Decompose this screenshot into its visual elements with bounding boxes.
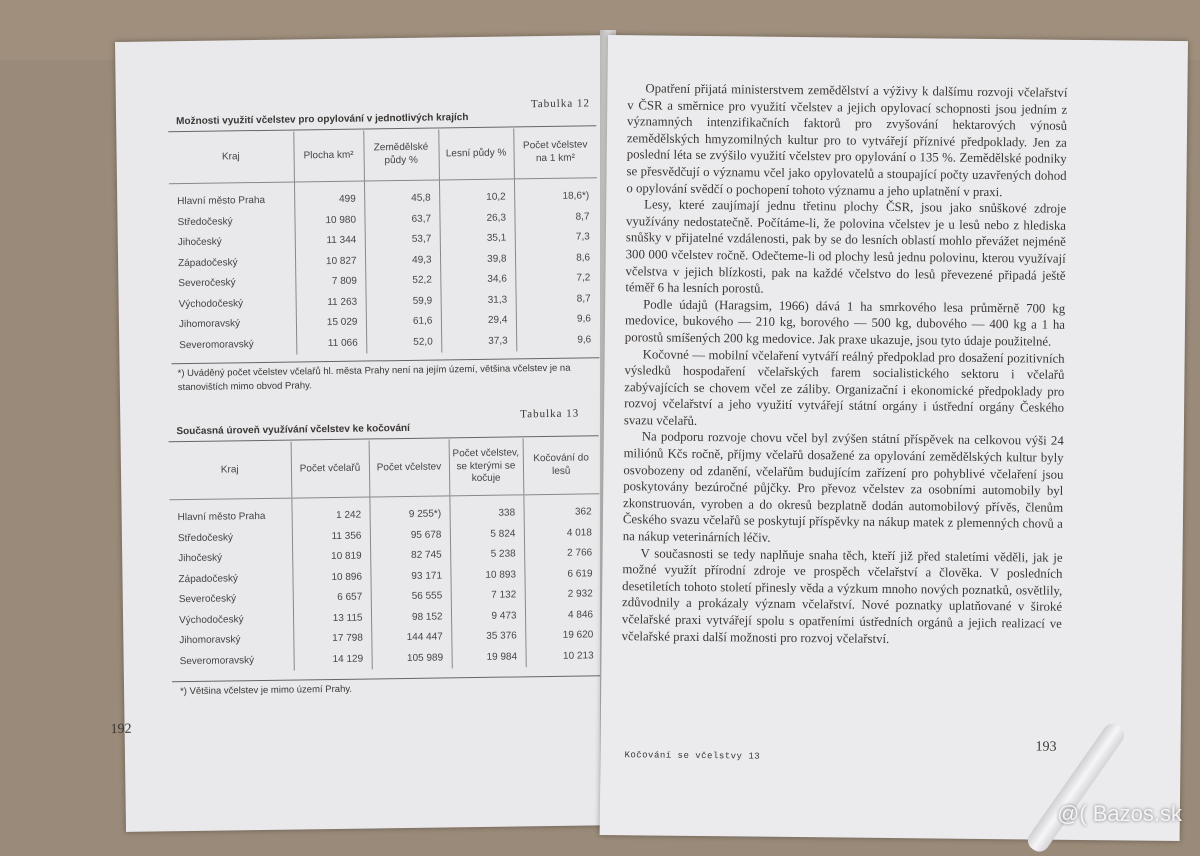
table-cell: 8,6: [515, 247, 598, 269]
table-cell: 15 029: [296, 312, 366, 333]
table-cell: 98 152: [371, 606, 451, 628]
table-cell: 499: [294, 181, 364, 211]
table12: [168, 127, 599, 355]
left-page: [110, 35, 626, 832]
table-cell: 17 798: [293, 628, 371, 650]
table-cell: 10 980: [294, 210, 364, 231]
table-cell: Západočeský: [178, 257, 238, 269]
table-cell: 144 447: [371, 627, 451, 649]
table-cell: 14 129: [294, 648, 372, 670]
paragraph: Opatření přijatá ministerstvem zemědělství a výživy k dalšímu rozvoji včelařství v ČSR a směrnice pro využití včelstev a jejich opylovací schopnosti jsou jedním z významných intenzifikačních faktorů pro zvyšování hektarových výnosů zemědělských hmyzomilných kultur pro to vytvářejí příznivé předpoklady. Jen za poslední léta se zvýšilo využití včelstev pro opylování o 135 %. Zemědělské podniky se přesvědčují o významu včel jako opylovatelů a stoupající počty uzavřených dohod o opylování svědčí o pochopení tohoto významu a jeho uplatnění v praxi.: [626, 81, 1068, 199]
table-cell: Severočeský: [178, 593, 237, 606]
table-cell: 2 766: [524, 543, 600, 565]
table-cell: 26,3: [439, 207, 514, 229]
table13-title: Současná úroveň využívání včelstev ke kočování: [176, 422, 410, 438]
table-cell: 56 555: [371, 586, 451, 608]
table-cell: 95 678: [370, 524, 450, 546]
table-cell: 63,7: [364, 208, 439, 230]
table-cell: 8,7: [514, 206, 597, 228]
paragraph: Kočovné — mobilní včelaření vytváří reálný předpoklad pro dosažení pozitivních výsledků hospodaření včelařských farem socialistického sektoru i včelařů zabývajících se chovem včel ze záliby. Organizační i ekonomické předpoklady pro rozvoj včelařství a jeho využití vytvářejí státní orgány i ústřední orgány Českého svazu včelařů.: [623, 346, 1065, 428]
table-cell: 1 242: [291, 496, 369, 526]
table-cell: 10,2: [439, 178, 514, 208]
table12-caption: Tabulka 12: [530, 97, 591, 111]
table13-header-kraj: Kraj: [169, 442, 292, 500]
table13: [169, 437, 602, 671]
table-cell: Severomoravský: [179, 654, 255, 667]
table12-footnote: *) Uváděný počet včelstev včelařů hl. města Prahy není na jejím území, většina včelstev je na stanovištích mimo obvod Prahy.: [177, 362, 571, 394]
watermark: @( Bazos.sk: [1056, 801, 1182, 826]
table-cell: Jihočeský: [178, 552, 223, 565]
table-cell: 10 827: [295, 251, 365, 272]
table13-footnote: *) Většina včelstev je mimo území Prahy.: [180, 683, 353, 698]
table12-header-plocha: Plocha km²: [293, 131, 364, 182]
table-cell: 362: [523, 493, 599, 523]
table-cell: 10 213: [525, 645, 601, 667]
table-cell: 11 344: [295, 230, 365, 251]
table-cell: 9,6: [516, 309, 599, 331]
table-cell: 10 896: [292, 566, 370, 588]
table13-header-vcelaru: Počet včelařů: [291, 440, 370, 497]
table-cell: Jihomoravský: [179, 634, 241, 647]
table-cell: 35,1: [440, 228, 515, 250]
table12-header-pocet: Počet včelstev na 1 km²: [513, 127, 597, 178]
table-cell: Středočeský: [177, 216, 233, 228]
table-cell: 19 984: [451, 646, 525, 668]
table-cell: 9 473: [451, 605, 525, 627]
table-cell: 5 238: [450, 544, 524, 566]
table-cell: Hlavní město Praha: [177, 195, 266, 208]
table-cell: 18,6*): [514, 177, 597, 207]
table-cell: 8,7: [515, 288, 598, 310]
table-cell: 82 745: [370, 545, 450, 567]
paragraph: V současnosti se tedy naplňuje snaha těch, kteří již před staletími věděli, jak je možné využít přírodní zdroje ve prospěch včelařství a člověka. V posledních desetiletích tohoto století přinesly věda a výzkum mnoho nových poznatků, osvětlily, zdůvodnily a prokázaly význam včelařství. Nové poznatky uplatňované v široké včelařské praxi vytvářejí spolu s opatřeními ústředních orgánů a jejich realizací ve včelařské praxi další možnosti pro rozvoj včelařství.: [621, 545, 1063, 646]
table-cell: Západočeský: [178, 573, 239, 585]
table12-header-kraj: Kraj: [168, 132, 294, 184]
table12-title: Možnosti využití včelstev pro opylování v jednotlivých krajích: [176, 112, 469, 128]
left-page-number: 192: [110, 721, 132, 738]
right-page: [600, 35, 1188, 841]
table-cell: 29,4: [441, 310, 516, 332]
table-cell: 338: [449, 494, 523, 524]
table-cell: 9 255*): [369, 495, 449, 525]
table12-header-zemedelske: Zemědělské půdy %: [363, 129, 439, 180]
table13-header-lesy: Kočování do lesů: [523, 437, 600, 494]
table-cell: 52,2: [365, 270, 440, 292]
right-page-text: [622, 80, 1068, 649]
table-cell: 53,7: [365, 229, 440, 251]
table-cell: Středočeský: [177, 532, 234, 544]
table-cell: 45,8: [364, 179, 439, 209]
table-cell: 39,8: [440, 248, 515, 270]
paragraph: Podle údajů (Haragsim, 1966) dává 1 ha smrkového lesa průměrně 700 kg medovice, bukového — 210 kg, borového — 500 kg, dubového — 400 kg a 1 ha porostů smíšených 200 kg medovice. Jak praxe ukazuje, jsou tyto údaje použitelné.: [624, 297, 1066, 349]
table-cell: Severomoravský: [179, 338, 254, 351]
table-cell: 13 115: [293, 607, 371, 629]
table-cell: 105 989: [371, 647, 451, 669]
table-cell: Hlavní město Praha: [177, 511, 266, 524]
table-cell: 4 846: [525, 604, 601, 626]
table13-header-kocuje: Počet včelstev, se kterými se kočuje: [449, 438, 524, 495]
table-cell: 7 132: [451, 585, 525, 607]
table-cell: 35 376: [451, 626, 525, 648]
table-cell: 59,9: [366, 290, 441, 312]
table-cell: 7 809: [295, 271, 365, 292]
table-cell: 6 657: [293, 587, 371, 609]
table13-header-vcelstev: Počet včelstev: [369, 439, 450, 496]
table-cell: 6 619: [524, 563, 600, 585]
table-cell: 93 171: [370, 565, 450, 587]
table-cell: 37,3: [441, 330, 516, 352]
table-cell: 61,6: [366, 311, 441, 333]
table-cell: 4 018: [524, 522, 600, 544]
table-cell: Jihomoravský: [178, 318, 241, 331]
table-cell: 5 824: [450, 523, 524, 545]
table12-header-lesni: Lesní půdy %: [438, 128, 514, 179]
table-cell: 49,3: [365, 249, 440, 271]
table-cell: 31,3: [441, 289, 516, 311]
table-cell: Severočeský: [178, 277, 236, 290]
table-cell: 34,6: [440, 269, 515, 291]
paragraph: Lesy, které zaujímají jednu třetinu plochy ČSR, jsou jako snůškové zdroje využívány nedostatečně. Počítáme-li, že polovina včelstev je u lesů nebo z hlediska snůšky v přijatelné vzdálenosti, pak by se do lesních oblastí mohlo převážet nejméně 300 000 včelstev ročně. Odečteme-li od plochy lesů jednu polovinu, kterou využívají včelstva v jejich blízkosti, pak na každé včelstvo do lesů převezené připadá ještě téměř 6 ha lesních porostů.: [625, 197, 1067, 296]
table-cell: 9,6: [516, 329, 599, 351]
table-cell: 7,2: [515, 268, 598, 290]
table-cell: Jihočeský: [177, 236, 222, 249]
table-cell: 11 356: [292, 525, 370, 547]
table-cell: 7,3: [515, 227, 598, 249]
right-page-number: 193: [1035, 739, 1057, 755]
table-cell: Východočeský: [178, 297, 244, 310]
table-cell: 19 620: [525, 625, 601, 647]
paragraph: Na podporu rozvoje chovu včel byl zvýšen státní příspěvek na celkovou výši 24 miliónů Kčs ročně, příjmy včelařů dosažené za opylování zemědělských kultur byly osvobozeny od zdanění, včelařům budujícím zařízení pro pohyblivé včelaření jsou poskytovány bezúročné půjčky. Pro převoz včelstev za osobními automobily byl zkonstruován, vyroben a do okresů bezplatně dodán automobilový přívěs, členům Českého svazu včelařů se poskytují příspěvky na nákup matek z plemenných chovů a na nákup veterinárních léčiv.: [622, 429, 1064, 545]
table-cell: 2 932: [525, 584, 601, 606]
table-cell: 52,0: [366, 331, 441, 353]
table-cell: 10 893: [450, 564, 524, 586]
table-cell: 11 263: [296, 292, 366, 313]
table-cell: 11 066: [296, 333, 366, 354]
table-cell: 10 819: [292, 546, 370, 568]
table13-caption: Tabulka 13: [520, 407, 580, 421]
table-cell: Východočeský: [179, 614, 244, 626]
running-footer: Kočování se včelstvy 13: [624, 750, 761, 762]
